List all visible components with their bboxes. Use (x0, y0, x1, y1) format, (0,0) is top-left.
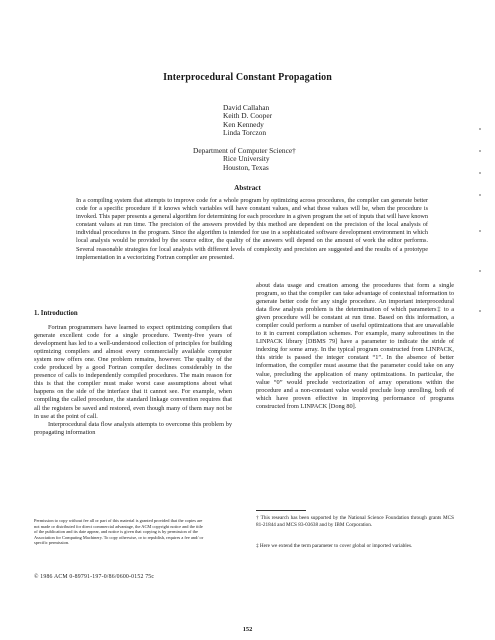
footnote: † This research has been supported by the National Science Foundation through grants MCS 81-21844 and MCS 83-03638 and by IBM Corporation. (256, 515, 454, 528)
affiliation-department: Department of Computer Science† (193, 146, 296, 155)
footnote: ‡ Here we extend the term parameter to cover global or imported variables. (256, 543, 413, 549)
page-number: 152 (242, 626, 253, 633)
left-column (34, 310, 232, 437)
abstract-text: In a compiling system that attempts to improve code for a whole program by optimizing across procedures, the compiler can generate better code for a specific procedure if it knows which variables will have constant values, and what those values will be, when the procedure is invoked. This paper presents a general algorithm for determining for each procedure in a given program the set of inputs that will have known constant values at run time. The precision of the answers provided by this method are dependent on the precision of the local analysis of individual procedures in the program. Since the algorithm is intended for use in a sophisticated software development environment in which local analysis would be provided by the source editor, the quality of the answers will depend on the amount of work the editor performs. Several reasonable strategies for local analysis with different levels of complexity and precision are suggested and the results of a prototype implementation in a vectorizing Fortran compiler are presented. (76, 197, 428, 261)
affiliation (193, 147, 296, 172)
affiliation-city: Houston, Texas (223, 162, 269, 172)
affiliation-university: Rice University (223, 154, 270, 164)
footnote-divider (256, 510, 306, 511)
paper-title: Interprocedural Constant Propagation (163, 72, 332, 83)
body-paragraph: Interprocedural data flow analysis attempts to overcome this problem by propagating information (34, 420, 232, 436)
scan-margin-marks (477, 120, 485, 320)
author-name: Ken Kennedy (223, 119, 264, 129)
right-column (256, 282, 454, 411)
body-paragraph: about data usage and creation among the procedures that form a single program, so that the compiler can take advantage of contextual information to generate better code for any single procedure. An important interprocedural data flow analysis problem is the determination of which parameters‡ to a given procedure will be constant at run time. Based on this information, a compiler could perform a number of useful optimizations that are unavailable to it in current compilation schemes. For example, many subroutines in the LINPACK library [DBMS 79] have a parameter to indicate the stride of indexing for some array. In the typical program constructed from LINPACK, this stride is passed the integer constant “1”. In the absence of better information, the compiler must assume that the parameter could take on any value, precluding the application of many optimizations. In particular, the value “0” would preclude vectorization of array operations within the procedure and a non-constant value would preclude loop unrolling, both of which have proven effective in improving performance of programs constructed from LINPACK [Dong 80]. (256, 282, 454, 410)
author-name: Keith D. Cooper (223, 111, 273, 121)
copyright-line: © 1986 ACM 0-89791-197-0/86/0600-0152 75c (34, 574, 155, 580)
author-name: Linda Torczon (223, 128, 267, 138)
author-list (223, 104, 272, 138)
section-heading: 1. Introduction (34, 310, 78, 317)
author-name: David Callahan (223, 103, 270, 112)
body-paragraph: Fortran programmers have learned to expect optimizing compilers that generate excellent code for a single procedure. Twenty-five years of development has led to a well-understood collection of principles for building optimizing compilers and almost every commercially available computer system now offers one. One problem remains, however. The quality of the code produced by a good Fortran compiler declines considerably in the presence of calls to independently compiled procedures. The main reason for this is that the compiler must make worst case assumptions about what happens on the side of the interface that it cannot see. For example, when compiling the called procedure, the standard linkage convention requires that all the registers be saved and restored, even though many of them may not be in use at the point of call. (34, 324, 232, 420)
abstract-heading: Abstract (234, 184, 261, 192)
permission-notice: Permission to copy without fee all or part of this material is granted provided that the copies are not made or distributed for direct commercial advantage, the ACM copyright notice and the title of the publication and its date appear, and notice is given that copying is by permission of the Association for Computing Machinery. To copy otherwise, or to republish, requires a fee and/ or specific permission. (34, 518, 204, 546)
